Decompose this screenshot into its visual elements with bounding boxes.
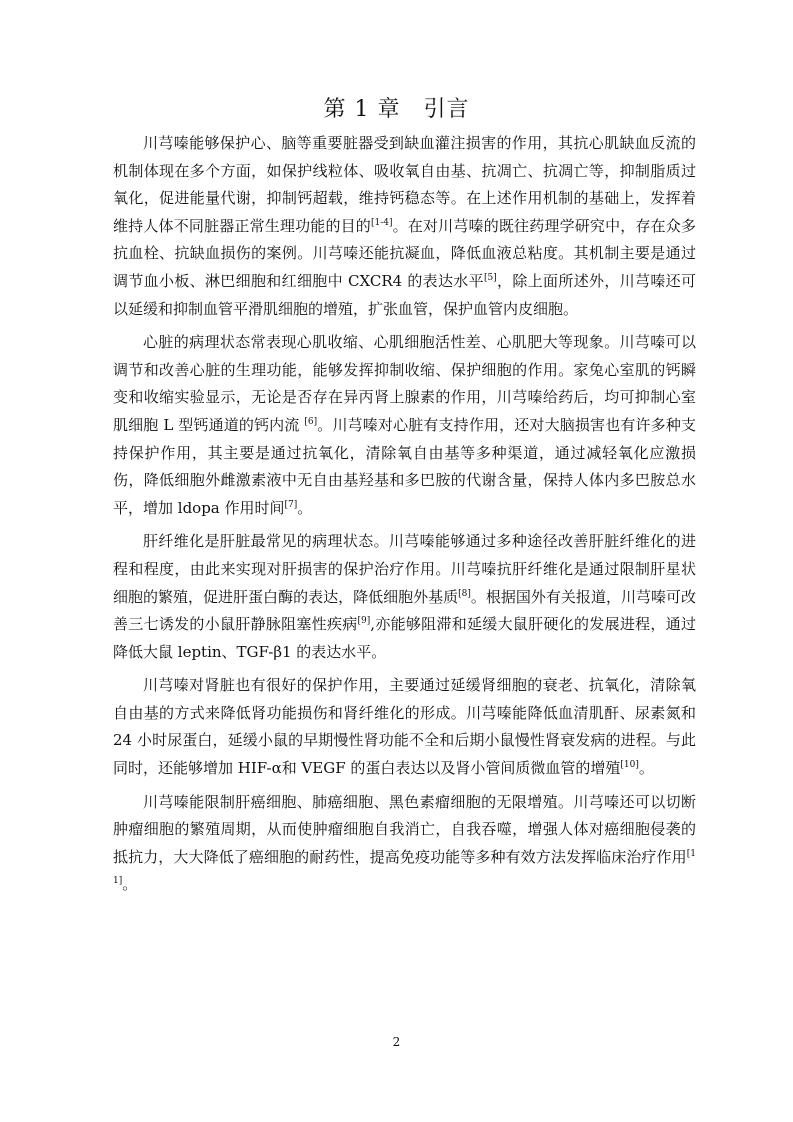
paragraph-text: 。根据国外有关报道，川芎嗪可改善三七诱发的小鼠肝静脉阻塞性疾病 (113, 587, 696, 634)
paragraph-text: 。川芎嗪对心脏有支持作用，还对大脑损害也有许多种支持保护作用，其主要是通过抗氧化，清除氧自由基等多种渠道，通过减轻氧化应激损伤，降低细胞外雌激素液中无自由基羟基和多巴胺的代谢含量，保持人体内多巴胺总水平，增加 ldopa 作用时间 (113, 415, 696, 517)
paragraph-text: 。 (122, 875, 138, 894)
citation-ref: [6] (304, 416, 318, 427)
paragraph-text: 川芎嗪对肾脏也有很好的保护作用，主要通过延缓肾细胞的衰老、抗氧化，清除氧自由基的方式来降低肾功能损伤和肾纤维化的形成。川芎嗪能降低血清肌酐、尿素氮和 24 小时尿蛋白，延缓小鼠的早期慢性肾功能不全和后期小鼠慢性肾衰发病的进程。与此同时，还能够增加 HIF-α和 VEGF 的蛋白表达以及肾小管间质微血管的增殖 (113, 676, 696, 778)
paragraph-text: 。 (297, 498, 313, 517)
page-number: 2 (392, 1035, 401, 1049)
citation-ref: [11] (113, 848, 696, 887)
citation-ref: [5] (483, 272, 497, 283)
citation-ref: [9] (357, 616, 371, 627)
paragraph-text: ，除上面所述外，川芎嗪还可以延缓和抑制血管平滑肌细胞的增殖，扩张血管，保护血管内皮细胞。 (113, 271, 696, 318)
paragraph (113, 329, 696, 522)
paragraph (113, 528, 696, 666)
chapter-title: 第 1 章 引言 (323, 97, 470, 122)
paragraph (113, 789, 696, 899)
paragraph (113, 130, 696, 323)
paragraph-text: 川芎嗪能限制肝癌细胞、肺癌细胞、黑色素瘤细胞的无限增殖。川芎嗪还可以切断肿瘤细胞的繁殖周期，从而使肿瘤细胞自我消亡，自我吞噬，增强人体对癌细胞侵袭的抵抗力，大大降低了癌细胞的耐药性，提高免疫功能等多种有效方法发挥临床治疗作用 (113, 792, 696, 866)
citation-ref: [1-4] (370, 217, 393, 228)
body-text (113, 130, 696, 905)
paragraph-text: 川芎嗪能够保护心、脑等重要脏器受到缺血灌注损害的作用，其抗心肌缺血反流的机制体现在多个方面，如保护线粒体、吸收氧自由基、抗凋亡、抗凋亡等，抑制脂质过氧化，促进能量代谢，抑制钙超载，维持钙稳态等。在上述作用机制的基础上，发挥着维持人体不同脏器正常生理功能的目的 (113, 134, 696, 235)
paragraph-text: 。 (638, 759, 654, 778)
paragraph-text: 心脏的病理状态常表现心肌收缩、心肌细胞活性差、心肌肥大等现象。川芎嗪可以调节和改善心脏的生理功能，能够发挥抑制收缩、保护细胞的作用。家兔心室肌的钙瞬变和收缩实验显示，无论是否存在异丙肾上腺素的作用，川芎嗪给药后，均可抑制心室肌细胞 L 型钙通道的钙内流 (113, 333, 696, 434)
paragraph-text: 。在对川芎嗪的既往药理学研究中，存在众多抗血栓、抗缺血损伤的案例。川芎嗪还能抗凝血，降低血液总粘度。其机制主要是通过调节血小板、淋巴细胞和红细胞中 CXCR4 的表达水平 (113, 216, 696, 290)
citation-ref: [7] (284, 499, 298, 510)
paragraph-text: 肝纤维化是肝脏最常见的病理状态。川芎嗪能够通过多种途径改善肝脏纤维化的进程和程度，由此来实现对肝损害的保护治疗作用。川芎嗪抗肝纤维化是通过限制肝星状细胞的繁殖，促进肝蛋白酶的表达，降低细胞外基质 (113, 532, 696, 606)
citation-ref: [10] (620, 760, 639, 771)
citation-ref: [8] (458, 588, 471, 599)
paragraph (113, 672, 696, 782)
paragraph-text: ,亦能够阻滞和延缓大鼠肝硬化的发展进程，通过降低大鼠 leptin、TGF-β1 的表达水平。 (113, 615, 696, 661)
